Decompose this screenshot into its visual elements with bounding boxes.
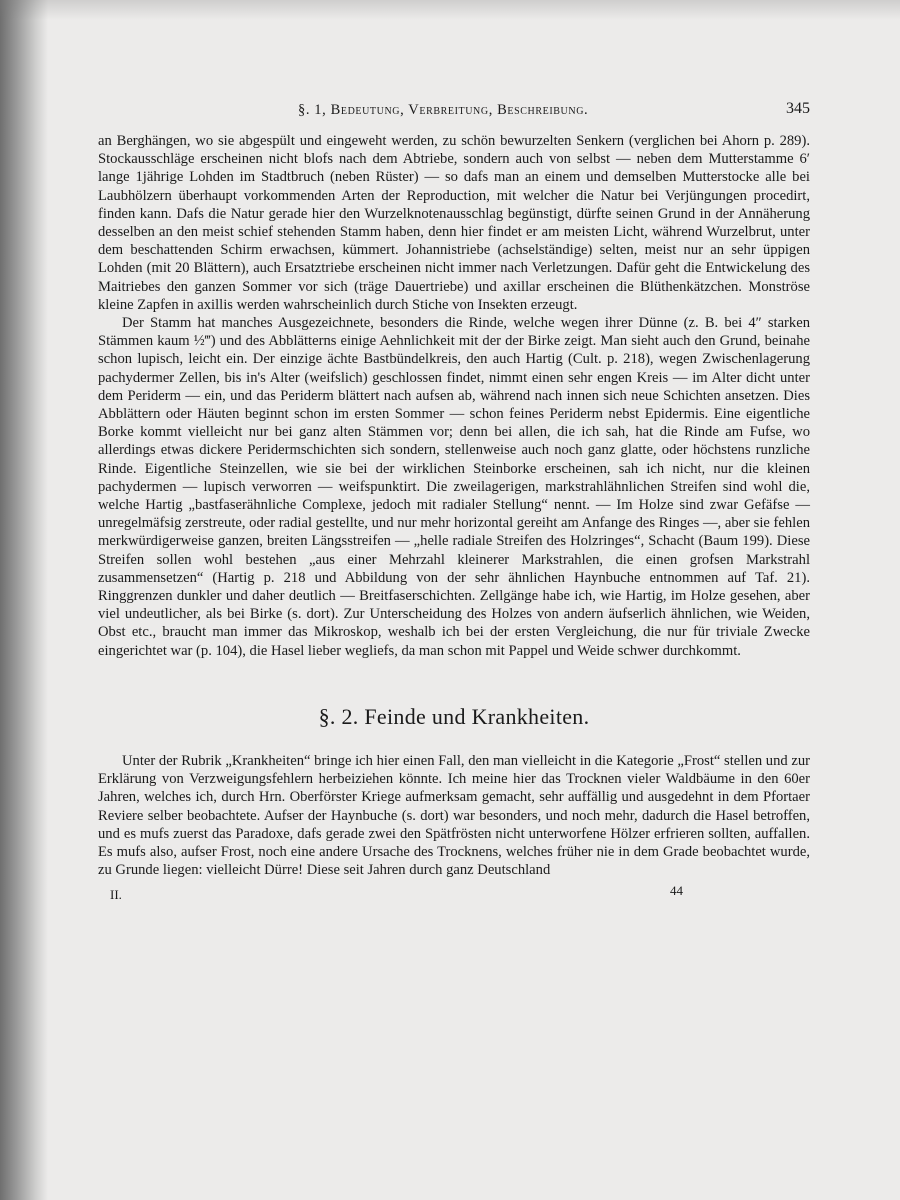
running-header xyxy=(98,96,810,124)
paragraph-krankheiten: Unter der Rubrik „Krankheiten“ bringe ich hier einen Fall, den man vielleicht in die Kategorie „Frost“ stellen und zur Erklärung von Verzweigungsfehlern herbeiziehen könnte. Ich meine hier das Trocknen vieler Waldbäume in den 60er Jahren, welches ich, durch Hrn. Oberförster Kriege aufmerksam gemacht, sehr auffällig und ausgedehnt in dem Pfortaer Reviere selber beobachtete. Aufser der Haynbuche (s. dort) war besonders, und noch mehr, dadurch die Hasel betroffen, und es mufs zuerst das Paradoxe, dafs gerade zwei den Spätfrösten nicht unterworfene Hölzer erfrieren sollten, auffallen. Es mufs also, aufser Frost, noch eine andere Ursache des Trocknens, welches früher nie in dem Grade beobachtet wurde, zu Grunde liegen: vielleicht Dürre! Diese seit Jahren durch ganz Deutschland xyxy=(98,752,810,879)
signature-mark: II. xyxy=(110,887,122,903)
sheet-number: 44 xyxy=(670,883,683,899)
paragraph-stamm: Der Stamm hat manches Ausgezeichnete, besonders die Rinde, welche wegen ihrer Dünne (z. B. bei 4″ starken Stämmen kaum ½‴) und des Abblätterns einige Aehnlichkeit mit der der Birke zeigt. Man sieht auch den Grund, beinahe schon lupisch, leicht ein. Der einzige ächte Bastbündelkreis, den auch Hartig (Cult. p. 218), wegen Zwischenlagerung pachydermer Zellen, bis in's Alter (weifslich) geschlossen findet, nimmt einen sehr engen Kreis — im Alter dicht unter dem Periderm — ein, und das Periderm blättert nach aufsen ab, während nach innen sich neue Schichten ansetzen. Dies Abblättern oder Häuten beginnt schon im ersten Sommer — schon feines Periderm nebst Epidermis. Eine eigentliche Borke kommt vielleicht nur bei ganz alten Stämmen vor; denn bei allen, die ich sah, hat die Rinde am Fufse, wo allerdings etwas dickere Peridermschichten sich sondern, stellenweise auch noch ganz glatte, oder höchstens runzliche Rinde. Eigentliche Steinzellen, wie sie bei der wirklichen Steinborke erscheinen, sah ich nicht, nur die kleinen pachydermen — lupisch verworren — weifspunktirt. Die zweilagerigen, markstrahlähnlichen Streifen sind wohl die, welche Hartig „bastfaserähnliche Complexe, jedoch mit radialer Stellung“ nennt. — Im Holze sind zwar Gefäfse — unregelmäfsig zerstreute, oder radial gestellte, und nur mehr horizontal gereiht am Anfange des Ringes —, aber sie fehlen merkwürdigerweise ganzen, breiten Längsstreifen — „helle radiale Streifen des Holzringes“, Schacht (Baum 199). Diese Streifen sollen wohl bestehen „aus einer Mehrzahl kleinerer Markstrahlen, die einen grofsen Markstrahl zusammensetzen“ (Hartig p. 218 und Abbildung von der sehr ähnlichen Haynbuche entnommen auf Taf. 21). Ringgrenzen dunkler und daher deutlich — Breitfaserschichten. Zellgänge habe ich, wie Hartig, im Holze gesehen, aber viel undeutlicher, als bei Birke (s. dort). Zur Unterscheidung des Holzes von andern äufserlich ähnlichen, wie Weiden, Obst etc., braucht man immer das Mikroskop, weshalb ich bei der ersten Vergleichung, die nur für triviale Zwecke eingerichtet war (p. 104), die Hasel lieber wegliefs, da man schon mit Pappel und Weide schwer durchkommt. xyxy=(98,315,810,659)
page-number: 345 xyxy=(786,100,810,117)
book-page xyxy=(98,96,810,905)
scan-top-shadow xyxy=(0,0,900,20)
paragraph-continuation: an Berghängen, wo sie abgespült und eingeweht werden, zu schön bewurzelten Senkern (verglichen bei Ahorn p. 289). Stockausschläge erscheinen nicht blofs nach dem Abtriebe, sondern auch von selbst — neben dem Mutterstamme 6′ lange 1jährige Lohden im Stadtbruch (neben Rüster) — so dafs man an einem und demselben Mutterstocke alle bei Laubhölzern überhaupt vorkommenden Arten der Reproduction, mit welcher die Natur bei Verjüngungen procedirt, finden kann. Dafs die Natur gerade hier den Wurzelknotenausschlag begünstigt, dürfte seinen Grund in der Annäherung desselben an den meist schief stehenden Stamm haben, denn hier findet er am meisten Licht, während Wurzelbrut, unter dem beschattenden Schirm erwachsen, kümmert. Johannistriebe (achselständige) selten, meist nur an sehr üppigen Lohden (mit 20 Blättern), auch Ersatztriebe erscheinen nicht immer nach Verletzungen. Dafür geht die Entwickelung des Maitriebes den ganzen Sommer vor sich (träge Dauertriebe) und axillar erscheinen die Blüthenkätzchen. Monströse kleine Zapfen in axillis werden wahrscheinlich durch Stiche von Insekten erzeugt. xyxy=(98,133,810,313)
running-title: §. 1, Bedeutung, Verbreitung, Beschreibung. xyxy=(298,102,589,118)
scan-edge-shadow xyxy=(0,0,48,1200)
section-heading: §. 2. Feinde und Krankheiten. xyxy=(318,703,590,729)
section-body xyxy=(98,752,810,879)
body-text xyxy=(98,132,810,660)
page-footer xyxy=(98,883,810,905)
